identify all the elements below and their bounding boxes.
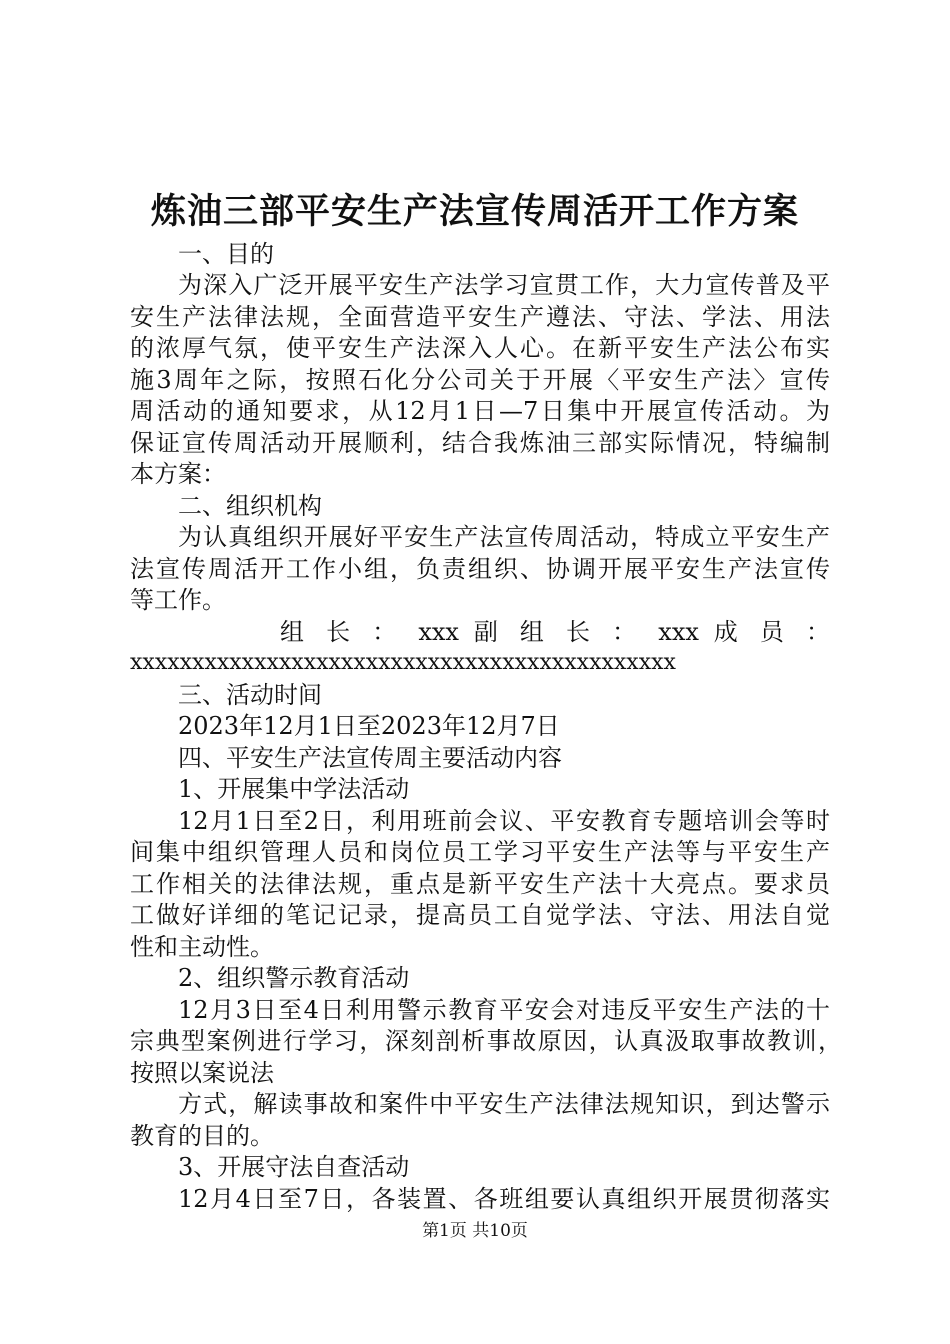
paragraph-line: 为深入广泛开展平安生产法学习宣贯工作，大力宣传普及平 (178, 271, 830, 299)
paragraph-line: 教育的目的。 (130, 1122, 274, 1150)
section-heading-time: 三、活动时间 (178, 681, 322, 709)
paragraph-line: 工作相关的法律法规，重点是新平安生产法十大亮点。要求员 (130, 870, 830, 898)
paragraph-line: 法宣传周活开工作小组，负责组织、协调开展平安生产法宣传 (130, 555, 830, 583)
paragraph-line: 等工作。 (130, 586, 226, 614)
paragraph-line: 12月3日至4日利用警示教育平安会对违反平安生产法的十 (178, 996, 830, 1024)
paragraph-line: 工做好详细的笔记记录，提高员工自觉学法、守法、用法自觉 (130, 901, 830, 929)
section-heading-activities: 四、平安生产法宣传周主要活动内容 (178, 744, 562, 772)
paragraph-line: 安生产法律法规，全面营造平安生产遵法、守法、学法、用法 (130, 303, 830, 331)
team-members-names: xxxxxxxxxxxxxxxxxxxxxxxxxxxxxxxxxxxxxxxxxxxx (130, 650, 676, 675)
page-number-footer: 第1页 共10页 (422, 1221, 528, 1241)
subsection-heading-1: 1、开展集中学法活动 (178, 775, 410, 803)
paragraph-line: 性和主动性。 (130, 933, 274, 961)
paragraph-line: 方式，解读事故和案件中平安生产法律法规知识，到达警示 (178, 1090, 830, 1118)
paragraph-line: 12月4日至7日，各装置、各班组要认真组织开展贯彻落实 (178, 1185, 830, 1213)
paragraph-line: 12月1日至2日，利用班前会议、平安教育专题培训会等时 (178, 807, 830, 835)
team-members-line: 组 长 ： xxx 副 组 长 ： xxx 成 员 ： (280, 618, 830, 646)
activity-period: 2023年12月1日至2023年12月7日 (178, 712, 560, 740)
paragraph-line: 为认真组织开展好平安生产法宣传周活动，特成立平安生产 (178, 523, 830, 551)
subsection-heading-2: 2、组织警示教育活动 (178, 964, 410, 992)
paragraph-line: 周活动的通知要求，从12月1日—7日集中开展宣传活动。为 (130, 397, 830, 425)
document-title: 炼油三部平安生产法宣传周活开工作方案 (150, 192, 799, 232)
section-heading-organization: 二、组织机构 (178, 492, 322, 520)
section-heading-purpose: 一、目的 (178, 240, 274, 268)
paragraph-line: 按照以案说法 (130, 1059, 274, 1087)
subsection-heading-3: 3、开展守法自查活动 (178, 1153, 410, 1181)
paragraph-line: 宗典型案例进行学习，深刻剖析事故原因，认真汲取事故教训， (130, 1027, 842, 1055)
paragraph-line: 间集中组织管理人员和岗位员工学习平安生产法等与平安生产 (130, 838, 830, 866)
paragraph-line: 施3周年之际，按照石化分公司关于开展〈平安生产法〉宣传 (130, 366, 830, 394)
paragraph-line: 保证宣传周活动开展顺利，结合我炼油三部实际情况，特编制 (130, 429, 830, 457)
paragraph-line: 的浓厚气氛，使平安生产法深入人心。在新平安生产法公布实 (130, 334, 830, 362)
paragraph-line: 本方案： (130, 460, 226, 488)
